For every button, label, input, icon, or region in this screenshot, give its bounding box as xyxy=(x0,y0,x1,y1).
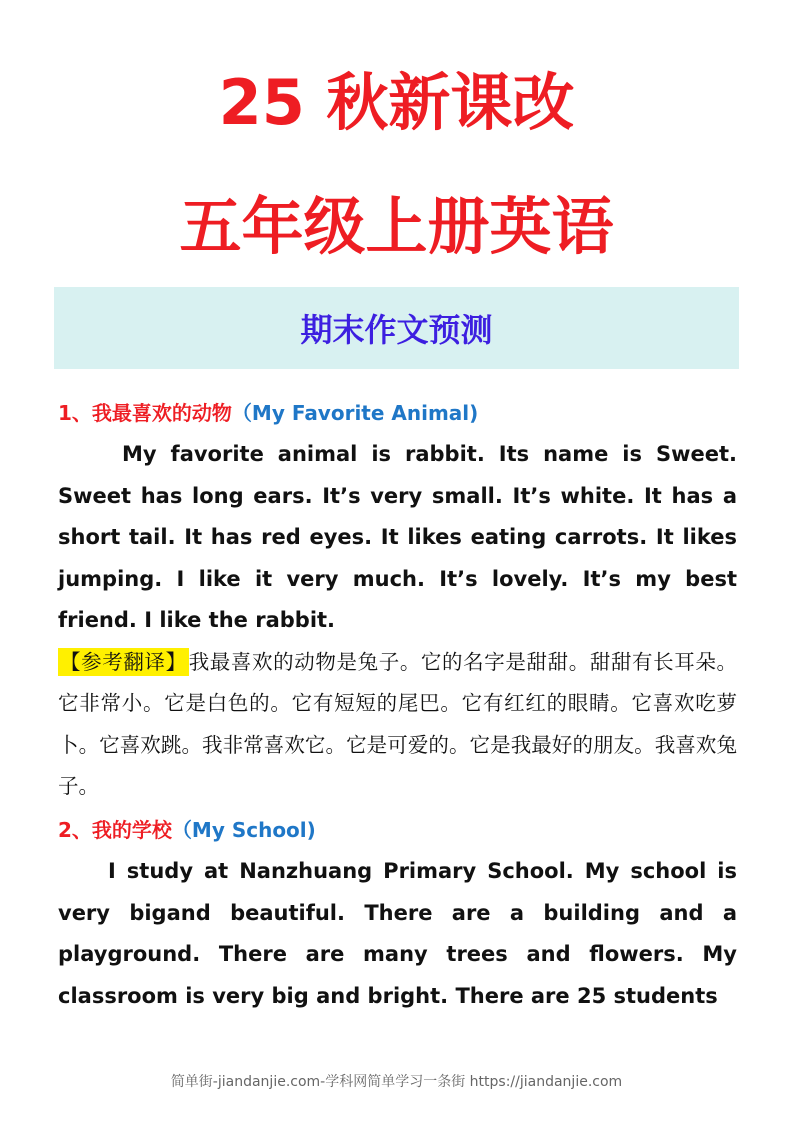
section-1-translation xyxy=(58,642,737,808)
subtitle-text: 期末作文预测 xyxy=(300,311,493,349)
section-2-essay xyxy=(58,851,737,1017)
section-1-translation-text: 我最喜欢的动物是兔子。它的名字是甜甜。甜甜有长耳朵。它非常小。它是白色的。它有短短的尾巴。它有红红的眼睛。它喜欢吃萝卜。它喜欢跳。我非常喜欢它。它是可爱的。它是我最好的朋友。我喜欢兔子。 xyxy=(58,649,738,798)
section-1-essay xyxy=(58,434,737,642)
footer: 简单街-jiandanjie.com-学科网简单学习一条街 https://jiandanjie.com xyxy=(170,1074,623,1090)
section-1-heading xyxy=(58,400,737,426)
section-1 xyxy=(58,400,737,808)
section-1-essay-text: My favorite animal is rabbit. Its name is Sweet. Sweet has long ears. It’s very small. It’s white. It has a short tail. It has red eyes. It likes eating carrots. It likes jumping. I like it very much. It’s lovely. It’s my best friend. I like the rabbit. xyxy=(58,442,737,632)
section-2-number: 2、我的学校 xyxy=(58,818,172,842)
title-line-2: 五年级上册英语 xyxy=(179,190,614,263)
section-2-heading xyxy=(58,817,737,843)
section-2-english-title: （My School) xyxy=(171,818,316,842)
section-1-number: 1、我最喜欢的动物 xyxy=(58,401,232,425)
section-2 xyxy=(58,817,737,1017)
subtitle-banner xyxy=(54,287,739,369)
translation-tag: 【参考翻译】 xyxy=(60,649,187,674)
title-line-1: 25 秋新课改 xyxy=(218,66,575,139)
section-1-english-title: （My Favorite Animal) xyxy=(231,401,479,425)
section-2-essay-text: I study at Nanzhuang Primary School. My school is very bigand beautiful. There are a building and a playground. There are many trees and flowers. My classroom is very big and bright. There are 25 students xyxy=(58,859,737,1008)
